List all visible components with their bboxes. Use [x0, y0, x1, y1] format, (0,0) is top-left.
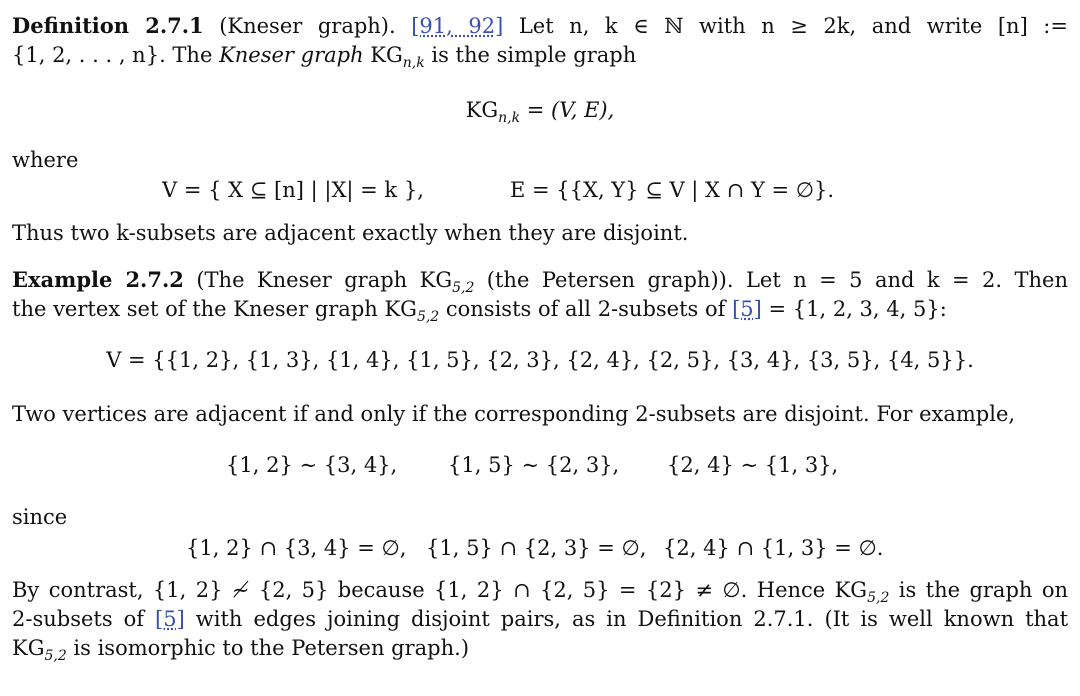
set-link[interactable]: [5]: [732, 297, 762, 321]
vertex-set-display: V = {{1, 2}, {1, 3}, {1, 4}, {1, 5}, {2, 3}, {2, 4}, {2, 5}, {3, 4}, {3, 5}, {4, 5}}.: [106, 348, 974, 372]
adjacency-pair: {1, 2} ∼ {3, 4},: [226, 453, 398, 477]
definition-line-2: [12, 41, 1068, 72]
contrast-text: 2-subsets of: [12, 607, 156, 631]
contrast-text: is the graph on: [889, 578, 1068, 602]
subscript: 5,2: [452, 280, 475, 297]
example-title: [196, 268, 734, 297]
display-formula-kneser: [0, 96, 1080, 127]
example-intro: Let n = 5 and k = 2. Then: [745, 268, 1069, 292]
contrast-text: By contrast, {1, 2} ≁ {2, 5} because {1, 2} ∩ {2, 5} = {2} ≠ ∅. Hence KG: [12, 578, 868, 602]
contrast-line-1: [12, 576, 1068, 607]
citation-link[interactable]: [91, 92]: [411, 14, 504, 38]
example-line-1: [12, 266, 1069, 297]
subscript: 5,2: [416, 309, 440, 326]
definition-line-1: [12, 12, 1068, 40]
definition-label: Definition 2.7.1: [12, 13, 204, 38]
edge-set-definition: E = {{X, Y} ⊆ V | X ∩ Y = ∅}.: [510, 178, 835, 202]
definition-term: Kneser graph: [219, 43, 364, 67]
contrast-line-3: [12, 634, 1068, 665]
definition-text: {1, 2, . . . , n}. The: [12, 43, 220, 67]
adjacency-sentence: Two vertices are adjacent if and only if the corresponding 2-subsets are disjoint. For example,: [12, 402, 1016, 426]
example-title-text: (The Kneser graph KG: [196, 268, 453, 292]
adjacency-pair: {2, 4} ∼ {1, 3},: [667, 453, 839, 477]
formula-text: = (V, E),: [520, 98, 615, 122]
definition-text: is the simple graph: [424, 43, 637, 67]
contrast-text: with edges joining disjoint pairs, as in Definition 2.7.1. (It is well known that: [184, 607, 1069, 631]
contrast-text: is isomorphic to the Petersen graph.): [66, 636, 470, 660]
example-label: Example 2.7.2: [12, 267, 184, 292]
set-link[interactable]: [5]: [155, 607, 185, 631]
example-title-text: (the Petersen graph)).: [474, 268, 734, 292]
definition-remark: Thus two k-subsets are adjacent exactly when they are disjoint.: [12, 221, 689, 245]
example-text: the vertex set of the Kneser graph KG: [12, 297, 417, 321]
subscript: 5,2: [867, 590, 890, 607]
formula-text: KG: [465, 98, 499, 122]
intersection-equation: {2, 4} ∩ {1, 3} = ∅.: [663, 536, 884, 560]
subscript: n,k: [498, 110, 521, 127]
subscript: n,k: [402, 55, 425, 72]
definition-intro: Let n, k ∈ ℕ with n ≥ 2k, and write [n] :=: [518, 14, 1068, 38]
example-text: consists of all 2-subsets of: [439, 297, 733, 321]
since-text: since: [12, 505, 68, 529]
definition-name: (Kneser graph).: [219, 14, 396, 38]
definition-text: KG: [363, 43, 403, 67]
intersection-equation: {1, 2} ∩ {3, 4} = ∅,: [186, 536, 407, 560]
example-line-2: [12, 295, 1068, 326]
vertex-set-definition: V = { X ⊆ [n] | |X| = k },: [162, 178, 424, 202]
intersection-equation: {1, 5} ∩ {2, 3} = ∅,: [426, 536, 647, 560]
example-text: = {1, 2, 3, 4, 5}:: [761, 297, 947, 321]
contrast-text: KG: [12, 636, 45, 660]
adjacency-pair: {1, 5} ∼ {2, 3},: [448, 453, 620, 477]
contrast-line-2: [12, 605, 1068, 633]
where-text: where: [12, 148, 79, 172]
subscript: 5,2: [44, 648, 67, 665]
